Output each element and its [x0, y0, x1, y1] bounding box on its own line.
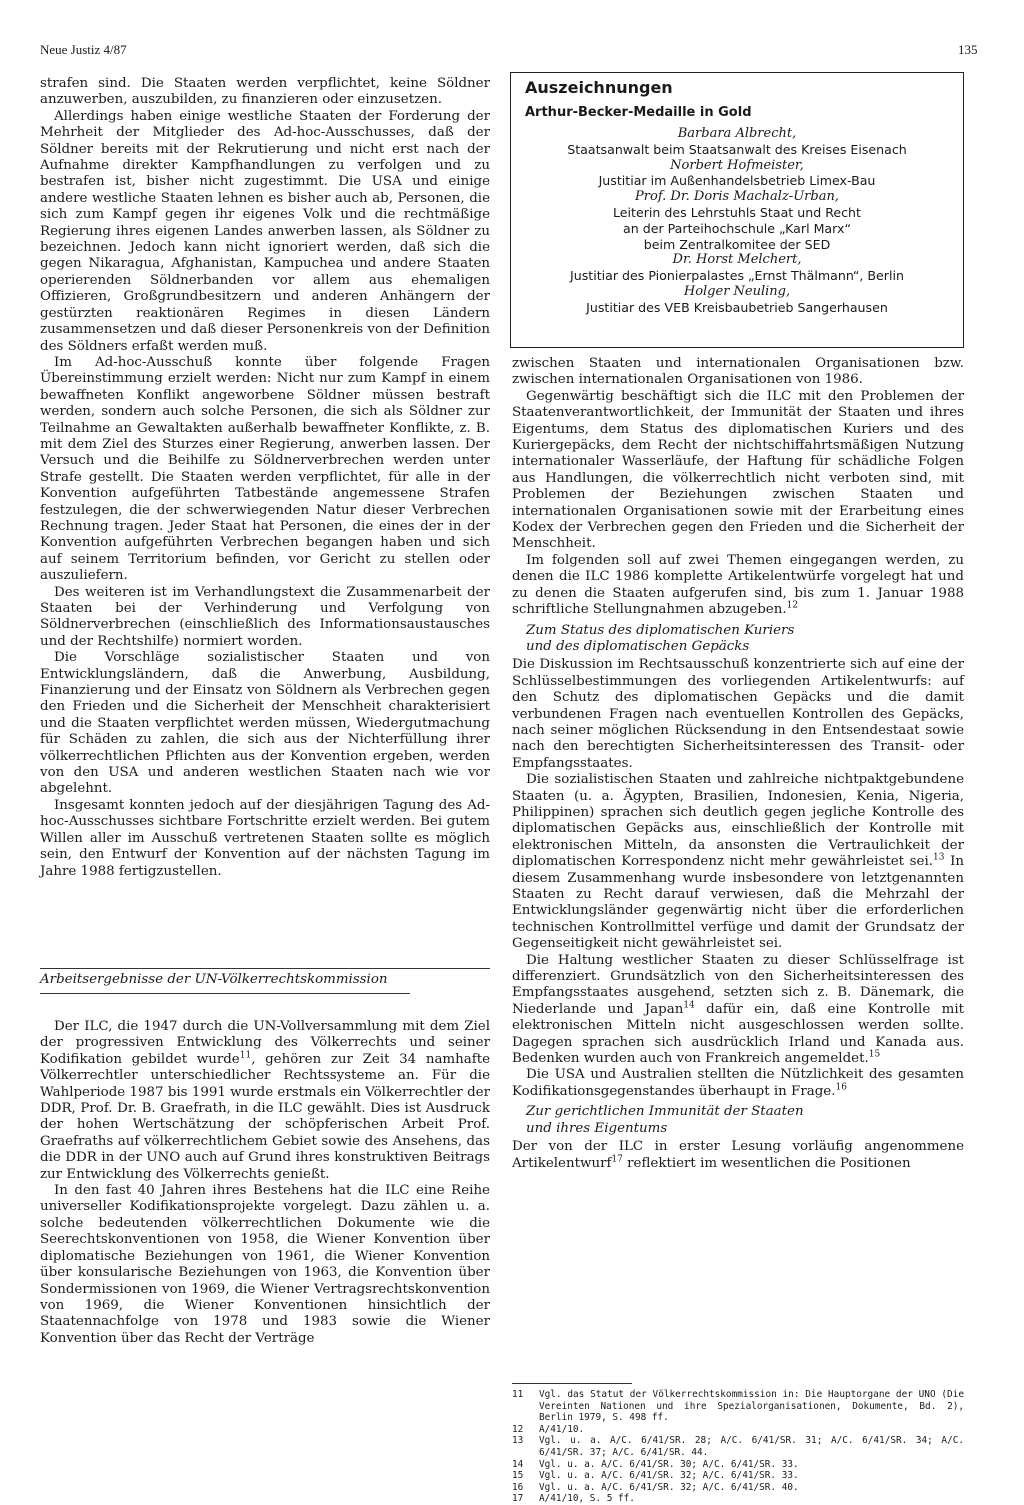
text-run: In diesem Zusammenhang wurde insbesondere von letztgenannten Staaten zu Recht darauf verwiesen, daß die Mehrzahl der Entwicklungsländer gegenwärtig nicht über die erforderlichen technischen Kontrollmittel verfüge und damit der Grundsatz der Gegenseitigkeit nicht gewährleistet sei.: [512, 854, 965, 952]
footnote: [512, 1482, 964, 1494]
footnote: [512, 1389, 964, 1424]
award-recipient: [511, 252, 963, 284]
award-recipient: [511, 126, 963, 158]
footnote-number: 12: [512, 1423, 524, 1435]
subheading-line: Zum Status des diplomatischen Kuriers: [526, 622, 795, 638]
recipient-name: Norbert Hofmeister,: [670, 157, 804, 173]
footnote-ref: 16: [835, 1082, 847, 1093]
running-header: Neue Justiz 4/87: [40, 42, 127, 57]
recipient-name: Barbara Albrecht,: [677, 126, 797, 141]
paragraph: [512, 1139, 964, 1172]
footnote-text: Vgl. das Statut der Völkerrechtskommission in: Die Hauptorgane der UNO (Die Vereinten Nationen und ihre Spezialorganisationen, Dokumente, Bd. 2), Berlin 1979, S. 498 ff.: [539, 1389, 964, 1424]
award-recipient: [511, 189, 963, 252]
paragraph: Insgesamt konnten jedoch auf der diesjährigen Tagung des Ad-hoc-Ausschusses sichtbare Fortschritte erzielt werden. Bei gutem Willen aller im Ausschuß vertretenen Staaten sollte es möglich sein, den Entwurf der Konvention auf der nächsten Tagung im Jahre 1988 fertigzustellen.: [40, 797, 490, 879]
footnote-text: A/41/10, S. 5 ff.: [539, 1493, 635, 1505]
footnotes: [512, 1389, 964, 1505]
footnote-number: 11: [512, 1389, 524, 1400]
paragraph: [512, 953, 964, 1068]
footnote-ref: 14: [683, 1000, 695, 1011]
paragraph: Im Ad-hoc-Ausschuß konnte über folgende Fragen Übereinstimmung erzielt werden: Nicht nur zum Kampf in einem bewaffneten Konflikt angeworbene Söldner müssen bestraft werden, sondern auch solche Personen, die sich als Söldner zur Teilnahme an Gewaltakten außerhalb bewaffneter Konflikte, z. B. mit dem Ziel des Sturzes einer Regierung, anwerben lassen. Der Versuch und die Beihilfe zu Söldnerverbrechen werden unter Strafe gestellt. Die Staaten werden verpflichtet, für alle in der Konvention aufgeführten Tatbestände angemessene Strafen festzulegen, die der schwerwiegenden Natur dieser Verbrechen Rechnung tragen. Jeder Staat hat Personen, die eines der in der Konvention aufgeführten Verbrechen begangen haben und sich auf seinem Territorium befinden, vor Gericht zu stellen oder auszuliefern.: [40, 354, 490, 584]
awards-box: [510, 72, 964, 348]
text-run: Der von der ILC in erster Lesung vorläufig angenommene Artikelentwurf: [512, 1139, 964, 1171]
footnote-number: 16: [512, 1481, 524, 1493]
text-run: dafür ein, daß eine Kontrolle mit elektronischen Mitteln nicht ausgeschlossen werden sollte. Dagegen sprachen sich ausdrücklich Irland und Kanada aus. Bedenken wurden auch von Frankreich angemeldet.: [512, 1001, 964, 1067]
footnote: [512, 1470, 964, 1482]
section-rule-top: [40, 968, 490, 969]
recipient-title: an der Parteihochschule „Karl Marx“: [623, 220, 851, 236]
footnote-ref: 15: [868, 1049, 881, 1060]
recipient-list: [511, 126, 963, 316]
award-recipient: [511, 284, 963, 316]
paragraph: Die Vorschläge sozialistischer Staaten und von Entwicklungsländern, daß die Anwerbung, Ausbildung, Finanzierung und der Einsatz von Söldnern als Verbrechen gegen den Frieden und die Sicherheit der Menschheit charakterisiert und die Staaten verpflichtet werden müssen, Wiedergutmachung für Schäden zu zahlen, die sich aus der Nichterfüllung ihrer völkerrechtlichen Pflichten aus der Konvention ergeben, werden von den USA und anderen westlichen Staaten nach wie vor abgelehnt.: [40, 650, 490, 797]
left-column-text: [40, 76, 490, 880]
subheading-line: und des diplomatischen Gepäcks: [526, 638, 750, 654]
subheading-line: Zur gerichtlichen Immunität der Staaten: [526, 1104, 804, 1120]
recipient-title: Leiterin des Lehrstuhls Staat und Recht: [613, 204, 861, 220]
footnote-ref: 13: [933, 852, 945, 863]
recipient-name: Holger Neuling,: [683, 283, 791, 299]
footnote-rule: [512, 1383, 632, 1384]
recipient-title: Justitiar des Pionierpalastes „Ernst Thälmann“, Berlin: [570, 268, 904, 284]
paragraph: [40, 1019, 490, 1183]
recipient-title: Staatsanwalt beim Staatsanwalt des Kreises Eisenach: [567, 141, 907, 157]
footnote-ref: 12: [786, 600, 799, 611]
text-run: Der ILC, die 1947 durch die UN-Vollversammlung mit dem Ziel der progressiven Entwicklung des Völkerrechts und seiner Kodifikation gebildet wurde: [40, 1019, 490, 1067]
text-run: Die sozialistischen Staaten und zahlreiche nichtpaktgebundene Staaten (u. a. Ägypten, Brasilien, Indonesien, Kenia, Nigeria, Philippinen) sprachen sich deutlich gegen jegliche Kontrolle des diplomatischen Gepäcks aus, einschließlich der Kontrolle mit elektronischen Mitteln, da ansonsten die Vertraulichkeit der diplomatischen Korrespondenz nicht mehr gewährleistet sei.: [512, 772, 964, 870]
footnote-number: 15: [512, 1470, 524, 1482]
paragraph: Gegenwärtig beschäftigt sich die ILC mit den Problemen der Staatenverantwortlichkeit, der Immunität der Staaten und ihres Eigentums, dem Status des diplomatischen Kuriers und des Kuriergepäcks, dem Recht der nichtschiffahrtsmäßigen Nutzung internationaler Wasserläufe, der Haftung für schädliche Folgen aus Handlungen, die völkerrechtlich nicht verboten sind, mit Problemen der Beziehungen zwischen Staaten und internationalen Organisationen sowie mit der Erarbeitung eines Kodex der Verbrechen gegen den Frieden und die Sicherheit der Menschheit.: [512, 388, 964, 552]
footnote-text: Vgl. u. a. A/C. 6/41/SR. 32; A/C. 6/41/SR. 33.: [539, 1470, 799, 1482]
footnote-text: A/41/10.: [539, 1423, 585, 1435]
section-rule-bottom: [40, 993, 410, 994]
ilc-body: [40, 1019, 490, 1347]
footnote-number: 17: [512, 1493, 524, 1505]
paragraph: [512, 1067, 964, 1100]
award-recipient: [511, 158, 963, 190]
footnote: [512, 1493, 964, 1505]
paragraph: In den fast 40 Jahren ihres Bestehens hat die ILC eine Reihe universeller Kodifikationsprojekte vorgelegt. Dazu zählen u. a. solche bedeutenden völkerrechtlichen Dokumente wie die Seerechtskonventionen von 1958, die Wiener Konvention über diplomatische Beziehungen von 1961, die Wiener Konvention über konsularische Beziehungen von 1963, die Konvention über Sondermissionen von 1969, die Wiener Vertragsrechtskonvention von 1969, die Wiener Konventionen hinsichtlich der Staatennachfolge von 1978 und 1983 sowie die Wiener Konvention über das Recht der Verträge: [40, 1183, 490, 1346]
text-run: , gehören zur Zeit 34 namhafte Völkerrechtler unterschiedlicher Rechtssysteme an. Für die Wahlperiode 1987 bis 1991 wurde erstmals ein Völkerrechtler der DDR, Prof. Dr. B. Graefrath, in die ILC gewählt. Dies ist Ausdruck der hohen Wertschätzung der schöpferischen Arbeit Prof. Graefraths auf völkerrechtlichem Gebiet sowie des Ansehens, das die DDR in der UNO auch auf Grund ihres konstruktiven Beitrags zur Entwicklung des Völkerrechts genießt.: [40, 1051, 490, 1182]
paragraph: Allerdings haben einige westliche Staaten der Forderung der Mehrheit der Mitglieder des Ad-hoc-Ausschusses, daß der Söldner bereits mit der Rekrutierung und nicht erst nach der Aufnahme direkter Kampfhandlungen zu verfolgen und zu bestrafen ist, bisher nicht zugestimmt. Die USA und einige andere westliche Staaten lehnen es bisher auch ab, Personen, die sich zum Kampf gegen ihr eigenes Volk und die rechtmäßige Regierung ihres eigenen Landes anwerben lassen, als Söldner zu bezeichnen. Jedoch kann nicht ignoriert werden, daß sich die gegen Nikaragua, Afghanistan, Kampuchea und andere Staaten operierenden Söldnerbanden vor allem aus ehemaligen Offizieren, Großgrundbesitzern und anderen Anhängern der gestürzten reaktionären Regimes in diesen Ländern zusammensetzen und daß dieser Personenkreis von der Definition des Söldners erfaßt werden muß.: [40, 108, 490, 354]
subheading-line: und ihres Eigentums: [526, 1120, 668, 1136]
medal-title: Arthur-Becker-Medaille in Gold: [525, 105, 752, 120]
text-run: reflektiert im wesentlichen die Positionen: [622, 1155, 911, 1171]
paragraph: strafen sind. Die Staaten werden verpflichtet, keine Söldner anzuwerben, auszubilden, zu finanzieren oder einzusetzen.: [40, 76, 490, 108]
footnote: [512, 1435, 964, 1458]
footnote-text: Vgl. u. a. A/C. 6/41/SR. 30; A/C. 6/41/SR. 33.: [539, 1458, 799, 1470]
text-run: Die Haltung westlicher Staaten zu dieser Schlüsselfrage ist differenziert. Grundsätzlich von den Sicherheitsinteressen des Empfangsstaates ausgehend, setzten sich z. B. Dänemark, die Niederlande und Japan: [512, 952, 964, 1017]
footnote-number: 14: [512, 1458, 524, 1470]
right-column-text: [512, 356, 964, 1172]
paragraph: Des weiteren ist im Verhandlungstext die Zusammenarbeit der Staaten bei der Verhinderung und Verfolgung von Söldnerverbrechen (einschließlich des Informationsaustausches und der Rechtshilfe) normiert worden.: [40, 584, 490, 649]
recipient-title: beim Zentralkomitee der SED: [643, 236, 831, 252]
footnote-ref: 17: [611, 1154, 623, 1165]
paragraph: Die Diskussion im Rechtsausschuß konzentrierte sich auf eine der Schlüsselbestimmungen des vorliegenden Artikelentwurfs: auf den Schutz des diplomatischen Gepäcks und die damit verbundenen Fragen nach eventuellen Kontrollen des Gepäcks, nach seiner möglichen Rücksendung in den Entsendestaat sowie nach den berechtigten Sicherheitsinteressen des Transit- oder Empfangsstaates.: [512, 657, 964, 771]
recipient-name: Dr. Horst Melchert,: [672, 252, 802, 268]
subheading-kurier: [526, 623, 964, 656]
recipient-name: Prof. Dr. Doris Machalz-Urban,: [635, 189, 839, 205]
page-number: 135: [958, 42, 978, 57]
paragraph: zwischen Staaten und internationalen Organisationen bzw. zwischen internationalen Organisationen von 1986.: [512, 356, 964, 388]
footnote-number: 13: [512, 1435, 524, 1447]
footnote: [512, 1424, 964, 1436]
recipient-title: Justitiar des VEB Kreisbaubetrieb Sangerhausen: [586, 299, 888, 315]
paragraph: [512, 772, 964, 952]
awards-heading: Auszeichnungen: [525, 78, 673, 97]
text-run: Im folgenden soll auf zwei Themen eingegangen werden, zu denen die ILC 1986 komplette Artikelentwürfe vorgelegt hat und zu denen die Staaten aufgerufen sind, bis zum 1. Januar 1988 schriftliche Stellungnahmen abzugeben.: [512, 552, 964, 618]
text-run: Die USA und Australien stellten die Nützlichkeit des gesamten Kodifikationsgegenstandes überhaupt in Frage.: [512, 1067, 964, 1099]
footnote-ref: 11: [239, 1050, 252, 1061]
paragraph: [512, 553, 964, 619]
footnote: [512, 1459, 964, 1471]
recipient-title: Justitiar im Außenhandelsbetrieb Limex-Bau: [598, 173, 876, 189]
section-title-ilc: Arbeitsergebnisse der UN-Völkerrechtskommission: [40, 972, 388, 987]
footnote-text: Vgl. u. a. A/C. 6/41/SR. 28; A/C. 6/41/SR. 31; A/C. 6/41/SR. 34; A/C. 6/41/SR. 37; A/C. 6/41/SR. 44.: [539, 1435, 964, 1458]
subheading-immunitaet: [526, 1104, 964, 1137]
footnote-text: Vgl. u. a. A/C. 6/41/SR. 32; A/C. 6/41/SR. 40.: [539, 1481, 799, 1493]
